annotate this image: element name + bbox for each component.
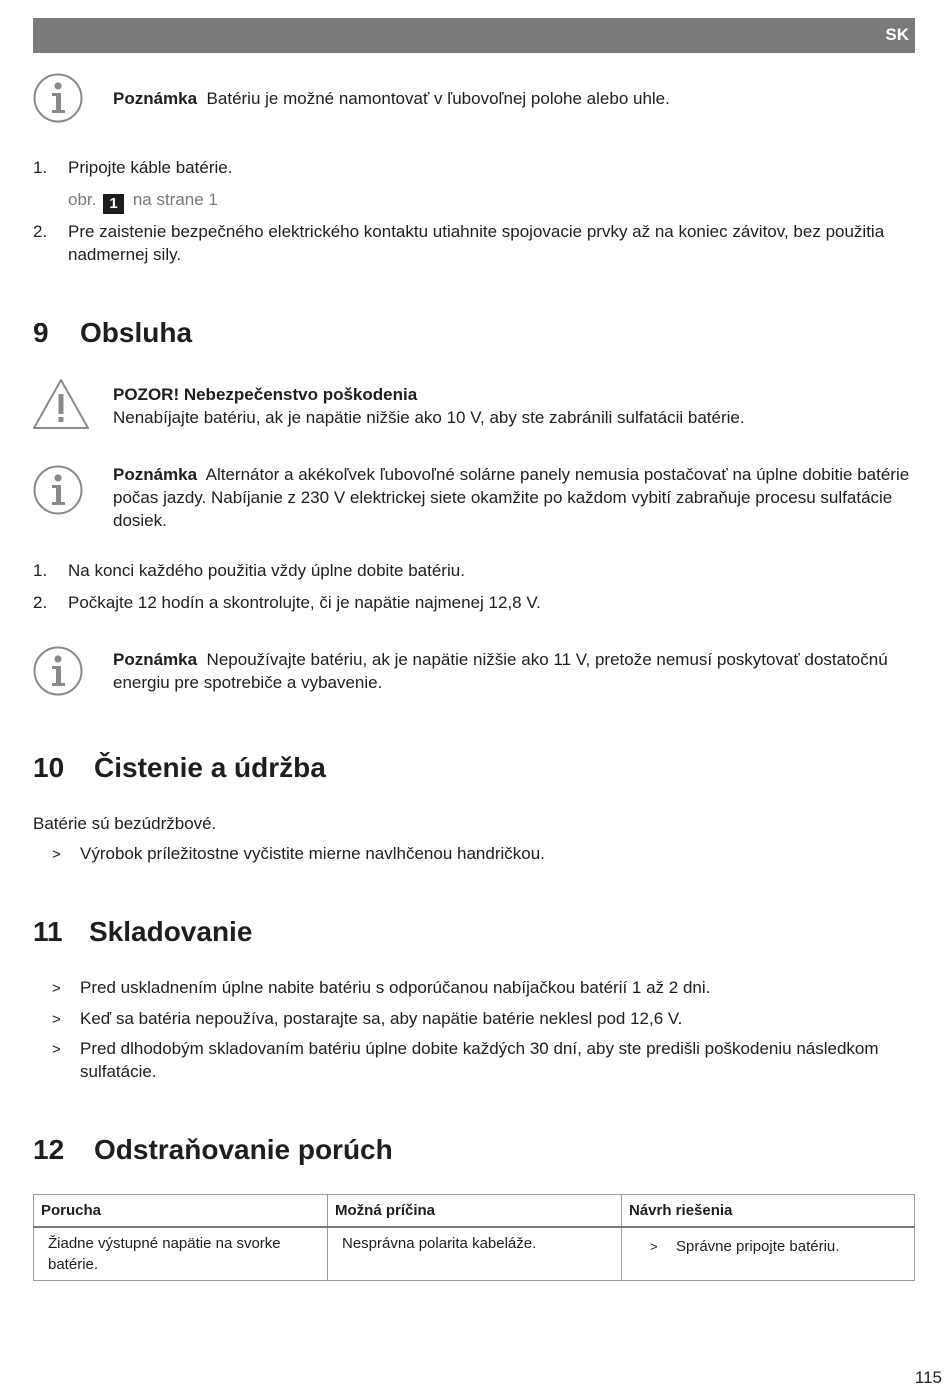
step-text: Počkajte 12 hodín a skontrolujte, či je napätie najmenej 12,8 V. (68, 593, 541, 612)
note-label: Poznámka (113, 465, 198, 484)
info-icon (33, 73, 83, 123)
warning-icon (32, 378, 90, 430)
column-header-fault: Porucha (34, 1195, 328, 1228)
note-text: Alternátor a akékoľvek ľubovoľné solárne panely nemusia postačovať na úplne dobitie batérie počas jazdy. Nabíjanie z 230 V elektrickej siete okamžite po každom vybití zabraňuje procesu sulfatácie dosiek. (113, 465, 910, 530)
bullet-text: Pred uskladnením úplne nabite batériu s odporúčanou nabíjačkou batérií 1 až 2 dni. (80, 978, 711, 997)
bullet-marker: > (52, 846, 61, 863)
step-text: Pripojte káble batérie. (68, 158, 233, 177)
section-heading-10 (33, 751, 326, 785)
step-text: Pre zaistenie bezpečného elektrického kontaktu utiahnite spojovacie prvky až na koniec závitov, bez použitia nadmernej sily. (68, 222, 885, 264)
section-heading-12 (33, 1133, 393, 1167)
info-icon (33, 465, 83, 515)
section-heading-9 (33, 316, 192, 350)
warning-block (113, 383, 913, 429)
step-number: 2. (33, 593, 48, 612)
section-number: 9 (33, 317, 49, 348)
note-mounting (113, 87, 913, 110)
bullet-text: Keď sa batéria nepoužíva, postarajte sa, aby napätie batérie neklesl pod 12,6 V. (80, 1009, 683, 1028)
note-label: Poznámka (113, 650, 198, 669)
language-code: SK (885, 25, 909, 44)
section-number: 10 (33, 752, 65, 783)
table-header-row (34, 1195, 915, 1228)
section-number: 11 (33, 916, 63, 947)
cell-solution (622, 1227, 915, 1281)
troubleshooting-table (33, 1194, 915, 1281)
section-title: Skladovanie (89, 916, 253, 947)
section-number: 12 (33, 1134, 65, 1165)
step-number: 2. (33, 222, 48, 241)
step-text: Na konci každého použitia vždy úplne dobite batériu. (68, 561, 465, 580)
figure-ref-prefix: obr. (68, 190, 97, 209)
note-label: Poznámka (113, 89, 198, 108)
cell-cause: Nesprávna polarita kabeláže. (328, 1227, 622, 1281)
section-title: Čistenie a údržba (94, 752, 326, 783)
figure-number-badge: 1 (103, 194, 124, 214)
section-intro: Batérie sú bezúdržbové. (33, 814, 217, 833)
step-number: 1. (33, 158, 48, 177)
bullet-marker: > (650, 1239, 658, 1254)
cell-fault: Žiadne výstupné napätie na svorke batérie. (34, 1227, 328, 1281)
solution-text: Správne pripojte batériu. (676, 1238, 840, 1255)
note-text: Nepoužívajte batériu, ak je napätie nižšie ako 11 V, pretože nemusí poskytovať dostatočnú energiu pre spotrebiče a vybavenie. (113, 650, 888, 692)
bullet-text: Pred dlhodobým skladovaním batériu úplne dobite každých 30 dní, aby ste predišli poškodeniu následkom sulfatácie. (80, 1039, 879, 1081)
warning-title: POZOR! Nebezpečenstvo poškodenia (113, 385, 418, 404)
page-number: 115 (914, 1368, 942, 1387)
column-header-solution: Návrh riešenia (622, 1195, 915, 1228)
note-text: Batériu je možné namontovať v ľubovoľnej polohe alebo uhle. (206, 89, 670, 108)
column-header-cause: Možná príčina (328, 1195, 622, 1228)
info-icon (33, 646, 83, 696)
bullet-text: Výrobok príležitostne vyčistite mierne navlhčenou handričkou. (80, 844, 545, 863)
table-row (34, 1227, 915, 1281)
step-number: 1. (33, 561, 48, 580)
bullet-marker: > (52, 1011, 61, 1028)
section-heading-11 (33, 915, 252, 949)
bullet-marker: > (52, 1041, 61, 1058)
section-title: Obsluha (80, 317, 193, 348)
warning-text: Nenabíjajte batériu, ak je napätie nižšie ako 10 V, aby ste zabránili sulfatácii batérie. (113, 408, 745, 427)
note-charging (113, 463, 913, 532)
figure-ref-suffix: na strane 1 (132, 190, 218, 209)
section-title: Odstraňovanie porúch (94, 1134, 393, 1165)
header-bar (33, 18, 915, 53)
figure-reference[interactable] (68, 188, 218, 214)
bullet-marker: > (52, 980, 61, 997)
note-voltage (113, 648, 913, 694)
